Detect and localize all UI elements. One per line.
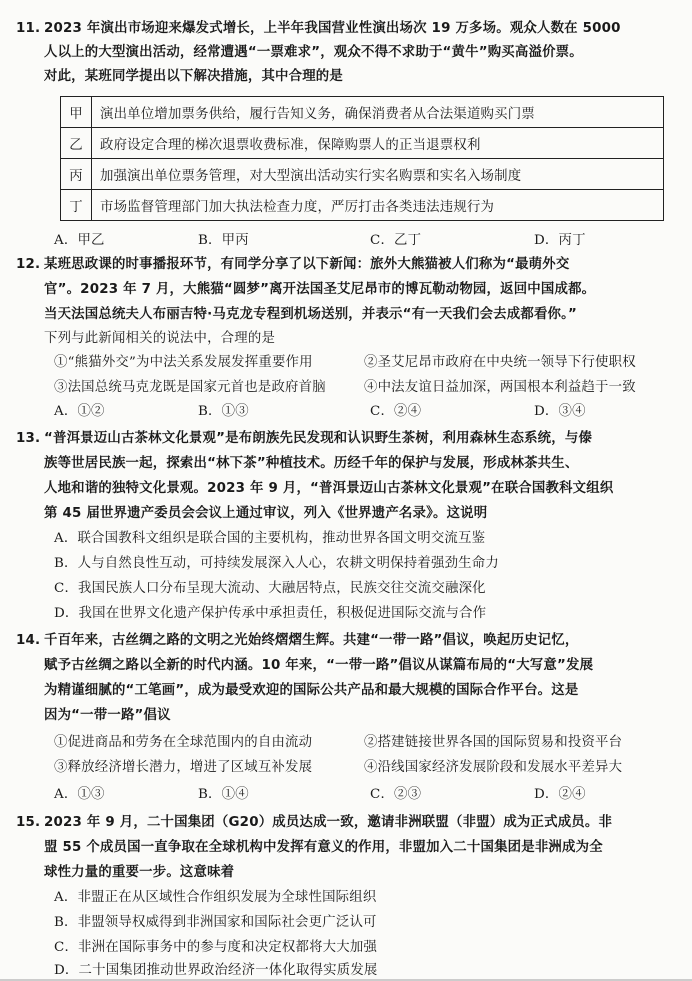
statement-1: ①促进商品和劳务在全球范围内的自由流动 [54,735,313,750]
choice-c: C．非洲在国际事务中的参与度和决定权都将大大加强 [54,940,378,955]
statement-4: ④中法友谊日益加深，两国根本利益趋于一致 [364,380,636,395]
statement-3: ③法国总统马克龙既是国家元首也是政府首脑 [54,380,326,395]
question-stem-line: 下列与此新闻相关的说法中，合理的是 [44,331,276,346]
choice-a: A．非盟正在从区域性合作组织发展为全球性国际组织 [54,890,377,905]
table-row [61,128,664,159]
question-number: 12. [16,257,41,272]
question-stem-line: 球性力量的重要一步。这意味着 [44,865,235,880]
question-stem-line: 2023 年演出市场迎来爆发式增长，上半年我国营业性演出场次 19 万多场。观众人数在 5000 [44,21,621,36]
question-number: 13. [16,431,41,446]
choice-a: A．①③ [54,787,105,802]
choice-b: B．甲丙 [198,233,249,248]
choice-b: B．非盟领导权威得到非洲国家和国际社会更广泛认可 [54,915,377,930]
question-stem-line: 当天法国总统夫人布丽吉特·马克龙专程到机场送别，并表示“有一天我们会去成都看你。” [44,307,578,322]
statement-4: ④沿线国家经济发展阶段和发展水平差异大 [364,760,623,775]
table-row [61,97,664,128]
option-key: 丙 [61,159,92,190]
question-number: 11. [16,21,41,36]
choice-d: D．丙丁 [534,233,586,248]
question-stem-line: 官”。2023 年 7 月，大熊猫“圆梦”离开法国圣艾尼昂市的博瓦勒动物园，返回中国成都。 [44,282,596,297]
choice-d: D．二十国集团推动世界政治经济一体化取得实质发展 [54,963,378,978]
choice-a: A．联合国教科文组织是联合国的主要机构，推动世界各国文明交流互鉴 [54,531,486,546]
question-stem-line: 因为“一带一路”倡议 [44,708,171,723]
question-stem-line: 人以上的大型演出活动，经常遭遇“一票难求”，观众不得不求助于“黄牛”购买高溢价票。 [44,45,583,60]
option-key: 乙 [61,128,92,159]
question-stem-line: 某班思政课的时事播报环节，有同学分享了以下新闻：旅外大熊猫被人们称为“最萌外交 [44,257,570,272]
option-text: 加强演出单位票务管理，对大型演出活动实行实名购票和实名入场制度 [92,159,664,190]
question-number: 15. [16,815,41,830]
option-text: 演出单位增加票务供给，履行告知义务，确保消费者从合法渠道购买门票 [92,97,664,128]
option-text: 政府设定合理的梯次退票收费标准，保障购票人的正当退票权利 [92,128,664,159]
statement-2: ②搭建链接世界各国的国际贸易和投资平台 [364,735,623,750]
table-row [61,190,664,221]
question-stem-line: “普洱景迈山古茶林文化景观”是布朗族先民发现和认识野生茶树，利用森林生态系统，与傣 [44,431,593,446]
choice-c: C．我国民族人口分布呈现大流动、大融居特点，民族交往交流交融深化 [54,581,486,596]
choice-d: D．我国在世界文化遗产保护传承中承担责任，积极促进国际交流与合作 [54,606,487,621]
question-stem-line: 盟 55 个成员国一直争取在全球机构中发挥有意义的作用，非盟加入二十国集团是非洲成为全 [44,840,603,855]
choice-b: B．①④ [198,787,249,802]
question-stem-line: 2023 年 9 月，二十国集团（G20）成员达成一致，邀请非洲联盟（非盟）成为正式成员。非 [44,815,613,830]
choice-a: A．甲乙 [54,233,105,248]
option-text: 市场监督管理部门加大执法检查力度，严厉打击各类违法违规行为 [92,190,664,221]
option-key: 甲 [61,97,92,128]
table-row [61,159,664,190]
choice-c: C．乙丁 [370,233,422,248]
question-stem-line: 第 45 届世界遗产委员会会议上通过审议，列入《世界遗产名录》。这说明 [44,506,488,521]
question-stem-line: 赋予古丝绸之路以全新的时代内涵。10 年来，“一带一路”倡议从谋篇布局的“大写意”发展 [44,658,594,673]
choice-c: C．②③ [370,787,422,802]
question-stem-line: 人地和谐的独特文化景观。2023 年 9 月，“普洱景迈山古茶林文化景观”在联合国教科文组织 [44,481,614,496]
question-stem-line: 对此，某班同学提出以下解决措施，其中合理的是 [44,69,343,84]
option-key: 丁 [61,190,92,221]
statement-3: ③释放经济增长潜力，增进了区域互补发展 [54,760,313,775]
question-stem-line: 族等世居民族一起，探索出“林下茶”种植技术。历经千年的保护与发展，形成林茶共生、 [44,456,579,471]
choice-d: D．③④ [534,404,586,419]
choice-a: A．①② [54,404,105,419]
statement-2: ②圣艾尼昂市政府在中央统一领导下行使职权 [364,355,636,370]
question-number: 14. [16,633,41,648]
statement-1: ①“熊猫外交”为中法关系发展发挥重要作用 [54,355,313,370]
question-stem-line: 千百年来，古丝绸之路的文明之光始终熠熠生辉。共建“一带一路”倡议，唤起历史记忆， [44,633,579,648]
option-table [60,96,664,221]
choice-c: C．②④ [370,404,422,419]
choice-b: B．①③ [198,404,249,419]
choice-d: D．②④ [534,787,586,802]
choice-b: B．人与自然良性互动，可持续发展深入人心，农耕文明保持着强劲生命力 [54,556,499,571]
question-stem-line: 为精谨细腻的“工笔画”，成为最受欢迎的国际公共产品和最大规模的国际合作平台。这是 [44,683,579,698]
